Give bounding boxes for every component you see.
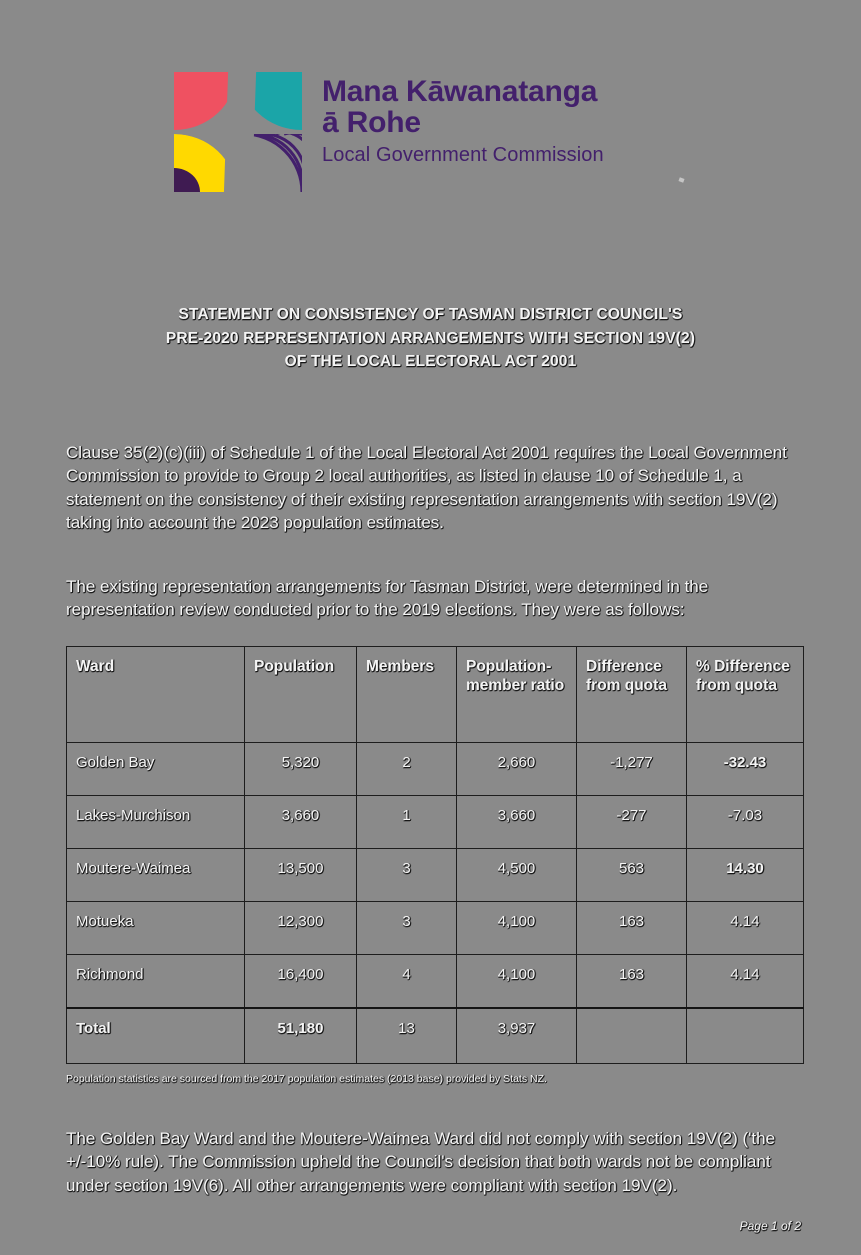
cell-members: 3 bbox=[357, 849, 457, 902]
table-row bbox=[67, 902, 804, 955]
cell-members: 4 bbox=[357, 955, 457, 1008]
brand-line-1: Mana Kāwanatanga bbox=[322, 75, 598, 108]
logo-n-cutout bbox=[224, 72, 256, 194]
cell-difference: -1,277 bbox=[577, 743, 687, 796]
brand-wordmark bbox=[322, 76, 686, 167]
column-header-members: Members bbox=[357, 647, 457, 743]
cell-ward: Golden Bay bbox=[67, 743, 245, 796]
cell-population: 13,500 bbox=[245, 849, 357, 902]
cell-population: 5,320 bbox=[245, 743, 357, 796]
table-row bbox=[67, 849, 804, 902]
table-footnote: Population statistics are sourced from the 2017 population estimates (2013 base) provided by Stats NZ. bbox=[66, 1073, 547, 1085]
column-header-pct-difference: % Difference from quota bbox=[687, 647, 804, 743]
cell-total-difference bbox=[577, 1008, 687, 1064]
cell-total-label: Total bbox=[67, 1008, 245, 1064]
masthead bbox=[174, 72, 686, 194]
cell-ward: Moutere-Waimea bbox=[67, 849, 245, 902]
cell-members: 1 bbox=[357, 796, 457, 849]
cell-difference: 163 bbox=[577, 955, 687, 1008]
cell-pct-difference: -32.43 bbox=[687, 743, 804, 796]
cell-ward: Motueka bbox=[67, 902, 245, 955]
page-title bbox=[0, 303, 861, 374]
cell-population: 3,660 bbox=[245, 796, 357, 849]
cell-ratio: 4,500 bbox=[457, 849, 577, 902]
cell-ratio: 4,100 bbox=[457, 955, 577, 1008]
table-row bbox=[67, 796, 804, 849]
cell-pct-difference: 4.14 bbox=[687, 955, 804, 1008]
cell-difference: -277 bbox=[577, 796, 687, 849]
paragraph-existing-arrangements: The existing representation arrangements for Tasman District, were determined in the representation review conducted prior to the 2019 elections. They were as follows: bbox=[66, 577, 709, 620]
cell-population: 16,400 bbox=[245, 955, 357, 1008]
cell-ratio: 2,660 bbox=[457, 743, 577, 796]
column-header-population: Population bbox=[245, 647, 357, 743]
page-title-line-1: STATEMENT ON CONSISTENCY OF TASMAN DISTRICT COUNCIL'S bbox=[178, 306, 683, 323]
cell-total-pct-difference bbox=[687, 1008, 804, 1064]
cell-pct-difference: 4.14 bbox=[687, 902, 804, 955]
brand-line-2: ā Rohe bbox=[322, 106, 421, 139]
table-row bbox=[67, 955, 804, 1008]
cell-ratio: 4,100 bbox=[457, 902, 577, 955]
paragraph-compliance: The Golden Bay Ward and the Moutere-Waimea Ward did not comply with section 19V(2) ('the +/-10% rule). The Commission upheld the Council's decision that both wards not be compliant under section 19V(6). All other arrangements were compliant with section 19V(2). bbox=[66, 1129, 776, 1195]
table-header-row bbox=[67, 647, 804, 743]
column-header-ward: Ward bbox=[67, 647, 245, 743]
page-title-line-3: OF THE LOCAL ELECTORAL ACT 2001 bbox=[284, 353, 577, 370]
cell-total-ratio: 3,937 bbox=[457, 1008, 577, 1064]
table-total-row bbox=[67, 1008, 804, 1064]
representation-table bbox=[66, 646, 804, 1064]
cell-members: 3 bbox=[357, 902, 457, 955]
cell-pct-difference: -7.03 bbox=[687, 796, 804, 849]
cell-difference: 563 bbox=[577, 849, 687, 902]
page-title-line-2: PRE-2020 REPRESENTATION ARRANGEMENTS WITH SECTION 19V(2) bbox=[165, 329, 696, 347]
lgc-logo-icon bbox=[174, 72, 302, 194]
column-header-difference: Difference from quota bbox=[577, 647, 687, 743]
cell-difference: 163 bbox=[577, 902, 687, 955]
column-header-ratio: Population-member ratio bbox=[457, 647, 577, 743]
paragraph-intro: Clause 35(2)(c)(iii) of Schedule 1 of the Local Electoral Act 2001 requires the Local Government Commission to provide to Group 2 local authorities, as listed in clause 10 of Schedule 1, a statement on the consistency of their existing representation arrangements with section 19V(2) taking into account the 2023 population estimates. bbox=[66, 443, 787, 533]
cell-ward: Lakes-Murchison bbox=[67, 796, 245, 849]
cell-total-members: 13 bbox=[357, 1008, 457, 1064]
cell-ratio: 3,660 bbox=[457, 796, 577, 849]
cell-population: 12,300 bbox=[245, 902, 357, 955]
brand-subtitle: Local Government Commission bbox=[322, 144, 604, 166]
cell-pct-difference: 14.30 bbox=[687, 849, 804, 902]
page-number-footer: Page 1 of 2 bbox=[739, 1219, 801, 1233]
cell-total-population: 51,180 bbox=[245, 1008, 357, 1064]
cell-ward: Richmond bbox=[67, 955, 245, 1008]
cell-members: 2 bbox=[357, 743, 457, 796]
table-row bbox=[67, 743, 804, 796]
